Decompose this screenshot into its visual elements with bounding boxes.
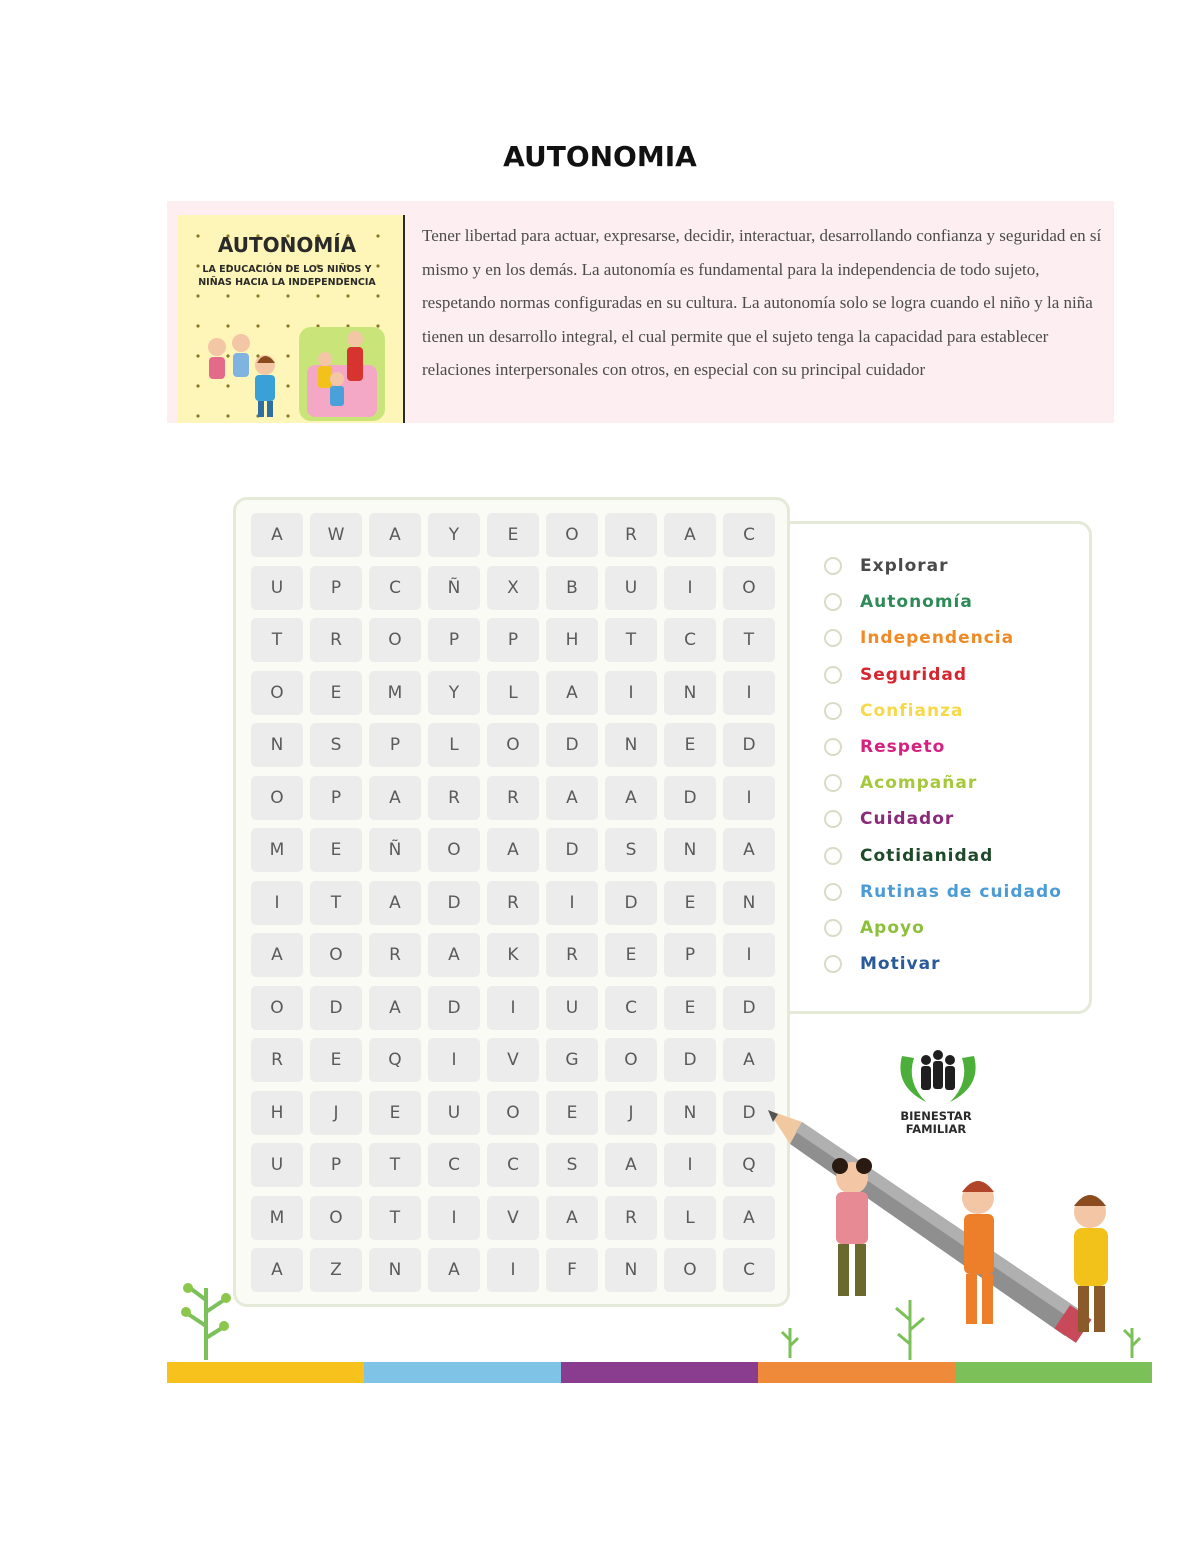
grid-cell[interactable]: A xyxy=(723,1196,775,1240)
grid-cell[interactable]: T xyxy=(605,618,657,662)
grid-cell[interactable]: D xyxy=(723,986,775,1030)
grid-cell[interactable]: N xyxy=(664,828,716,872)
grid-cell[interactable]: D xyxy=(723,1091,775,1135)
grid-cell[interactable]: A xyxy=(723,828,775,872)
grid-cell[interactable]: P xyxy=(369,723,421,767)
stripe-segment xyxy=(758,1362,955,1383)
grid-cell[interactable]: C xyxy=(605,986,657,1030)
grid-cell[interactable]: U xyxy=(428,1091,480,1135)
word-label: Autonomía xyxy=(860,592,973,613)
page-title: AUTONOMIA xyxy=(503,140,697,173)
grid-cell[interactable]: M xyxy=(251,1196,303,1240)
grid-cell[interactable]: O xyxy=(310,933,362,977)
grid-cell[interactable]: O xyxy=(664,1248,716,1292)
grid-cell[interactable]: E xyxy=(664,723,716,767)
grid-cell[interactable]: I xyxy=(487,986,539,1030)
grid-cell[interactable]: A xyxy=(605,776,657,820)
grid-cell[interactable]: O xyxy=(487,1091,539,1135)
stripe-segment xyxy=(955,1362,1152,1383)
word-list-item xyxy=(824,626,1014,650)
grid-cell[interactable]: A xyxy=(546,776,598,820)
grid-cell[interactable]: I xyxy=(723,933,775,977)
grid-cell[interactable]: O xyxy=(605,1038,657,1082)
grid-cell[interactable]: E xyxy=(664,881,716,925)
word-list-item xyxy=(824,663,967,687)
grid-cell[interactable]: E xyxy=(487,513,539,557)
grid-cell[interactable]: L xyxy=(428,723,480,767)
grid-cell[interactable]: U xyxy=(605,566,657,610)
word-list-item xyxy=(824,880,1062,904)
grid-cell[interactable]: C xyxy=(664,618,716,662)
cover-subtitle: LA EDUCACIÓN DE LOS NIÑOS Y NIÑAS HACIA LA INDEPENDENCIA xyxy=(198,264,376,288)
grid-cell[interactable]: C xyxy=(369,566,421,610)
word-list-item xyxy=(824,844,993,868)
grid-cell[interactable]: B xyxy=(546,566,598,610)
grid-cell[interactable]: T xyxy=(251,618,303,662)
grid-cell[interactable]: N xyxy=(664,1091,716,1135)
word-label: Apoyo xyxy=(860,918,925,938)
grid-cell[interactable]: R xyxy=(546,933,598,977)
word-label: Cotidianidad xyxy=(860,845,994,866)
word-label: Explorar xyxy=(860,556,949,576)
grid-cell[interactable]: C xyxy=(487,1143,539,1187)
intro-banner xyxy=(167,201,1114,423)
word-label: Rutinas de cuidado xyxy=(860,881,1062,902)
grid-cell[interactable]: O xyxy=(251,671,303,715)
grid-cell[interactable]: I xyxy=(664,566,716,610)
grid-cell[interactable]: P xyxy=(310,566,362,610)
grid-cell[interactable]: N xyxy=(664,671,716,715)
checkbox-circle-icon[interactable] xyxy=(824,629,842,647)
grid-cell[interactable]: D xyxy=(310,986,362,1030)
grid-cell[interactable]: R xyxy=(605,1196,657,1240)
grid-cell[interactable]: R xyxy=(428,776,480,820)
grid-cell[interactable]: E xyxy=(664,986,716,1030)
checkbox-circle-icon[interactable] xyxy=(824,883,842,901)
grid-cell[interactable]: U xyxy=(546,986,598,1030)
grid-cell[interactable]: R xyxy=(251,1038,303,1082)
grid-cell[interactable]: A xyxy=(664,513,716,557)
grid-cell[interactable]: R xyxy=(605,513,657,557)
grid-cell[interactable]: D xyxy=(546,723,598,767)
grid-cell[interactable]: C xyxy=(723,513,775,557)
grid-cell[interactable]: R xyxy=(310,618,362,662)
checkbox-circle-icon[interactable] xyxy=(824,847,842,865)
word-label: Acompañar xyxy=(860,773,978,794)
grid-cell[interactable]: P xyxy=(428,618,480,662)
grid-cell[interactable]: A xyxy=(251,933,303,977)
word-list-item xyxy=(824,916,925,940)
checkbox-circle-icon[interactable] xyxy=(824,810,842,828)
logo-line-2: FAMILIAR xyxy=(905,1122,967,1136)
grid-cell[interactable]: Ñ xyxy=(369,828,421,872)
word-label: Independencia xyxy=(860,628,1015,649)
grid-cell[interactable]: D xyxy=(723,723,775,767)
stripe-segment xyxy=(561,1362,758,1383)
grid-cell[interactable]: E xyxy=(546,1091,598,1135)
checkbox-circle-icon[interactable] xyxy=(824,557,842,575)
grid-cell[interactable]: I xyxy=(428,1196,480,1240)
grid-cell[interactable]: Z xyxy=(310,1248,362,1292)
grid-cell[interactable]: U xyxy=(251,566,303,610)
grid-cell[interactable]: A xyxy=(487,828,539,872)
word-list-item xyxy=(824,699,963,723)
grid-cell[interactable]: E xyxy=(310,828,362,872)
grid-cell[interactable]: S xyxy=(310,723,362,767)
grid-cell[interactable]: W xyxy=(310,513,362,557)
grid-cell[interactable]: I xyxy=(664,1143,716,1187)
grid-cell[interactable]: I xyxy=(723,671,775,715)
intro-paragraph: Tener libertad para actuar, expresarse, decidir, interactuar, desarrollando confianza y seguridad en sí mismo y en los demás. La autonomía es fundamental para la independencia de todo sujeto, respetando normas configuradas en su cultura. La autonomía solo se logra cuando el niño y la niña tienen un desarrollo integral, el cual permite que el sujeto tenga la capacidad para establecer relaciones interpersonales con otros, en especial con su principal cuidador xyxy=(422,226,1102,380)
grid-cell[interactable]: E xyxy=(310,671,362,715)
grid-cell[interactable]: F xyxy=(546,1248,598,1292)
grid-cell[interactable]: T xyxy=(369,1143,421,1187)
grid-cell[interactable]: C xyxy=(428,1143,480,1187)
word-list-item xyxy=(824,952,941,976)
grid-cell[interactable]: T xyxy=(310,881,362,925)
word-list-item xyxy=(824,771,977,795)
grid-cell[interactable]: A xyxy=(369,986,421,1030)
grid-cell[interactable]: V xyxy=(487,1038,539,1082)
grid-cell[interactable]: Q xyxy=(723,1143,775,1187)
checkbox-circle-icon[interactable] xyxy=(824,955,842,973)
stripe-segment xyxy=(167,1362,364,1383)
grid-cell[interactable]: E xyxy=(369,1091,421,1135)
grid-cell[interactable]: Ñ xyxy=(428,566,480,610)
logo-line-1: BIENESTAR xyxy=(900,1109,972,1123)
grid-cell[interactable]: D xyxy=(664,1038,716,1082)
grid-cell[interactable]: I xyxy=(605,671,657,715)
grid-cell[interactable]: U xyxy=(251,1143,303,1187)
grid-cell[interactable]: N xyxy=(605,723,657,767)
checkbox-circle-icon[interactable] xyxy=(824,593,842,611)
grid-cell[interactable]: A xyxy=(369,881,421,925)
grid-cell[interactable]: R xyxy=(487,776,539,820)
children-illustration xyxy=(195,313,385,421)
grid-cell[interactable]: D xyxy=(428,881,480,925)
grid-cell[interactable]: P xyxy=(487,618,539,662)
grid-cell[interactable]: S xyxy=(546,1143,598,1187)
grid-cell[interactable]: S xyxy=(605,828,657,872)
grid-cell[interactable]: E xyxy=(605,933,657,977)
grid-cell[interactable]: A xyxy=(546,671,598,715)
checkbox-circle-icon[interactable] xyxy=(824,774,842,792)
grid-cell[interactable]: O xyxy=(251,776,303,820)
word-label: Respeto xyxy=(860,737,946,757)
grid-cell[interactable]: P xyxy=(310,1143,362,1187)
grid-cell[interactable]: J xyxy=(605,1091,657,1135)
grid-cell[interactable]: O xyxy=(369,618,421,662)
kids-with-pencil-illustration xyxy=(760,1100,1160,1370)
grid-cell[interactable]: O xyxy=(251,986,303,1030)
grid-cell[interactable]: P xyxy=(664,933,716,977)
grid-cell[interactable]: I xyxy=(487,1248,539,1292)
grid-cell[interactable]: N xyxy=(251,723,303,767)
grid-cell[interactable]: A xyxy=(251,513,303,557)
grid-cell[interactable]: Y xyxy=(428,671,480,715)
checkbox-circle-icon[interactable] xyxy=(824,738,842,756)
grid-cell[interactable]: N xyxy=(369,1248,421,1292)
stripe-segment xyxy=(364,1362,561,1383)
checkbox-circle-icon[interactable] xyxy=(824,919,842,937)
grid-cell[interactable]: N xyxy=(723,881,775,925)
word-label: Motivar xyxy=(860,954,941,975)
grid-cell[interactable]: A xyxy=(428,933,480,977)
word-list-item xyxy=(824,735,945,759)
grid-cell[interactable]: R xyxy=(369,933,421,977)
grid-cell[interactable]: I xyxy=(546,881,598,925)
word-list-item xyxy=(824,807,954,831)
grid-cell[interactable]: M xyxy=(251,828,303,872)
grid-cell[interactable]: D xyxy=(664,776,716,820)
word-label: Confianza xyxy=(860,700,964,721)
grid-cell[interactable]: H xyxy=(546,618,598,662)
grid-cell[interactable]: A xyxy=(369,513,421,557)
checkbox-circle-icon[interactable] xyxy=(824,702,842,720)
grid-cell[interactable]: E xyxy=(310,1038,362,1082)
plant-illustration xyxy=(172,1280,242,1360)
checkbox-circle-icon[interactable] xyxy=(824,666,842,684)
grid-cell[interactable]: X xyxy=(487,566,539,610)
word-list-item xyxy=(824,554,949,578)
grid-cell[interactable]: O xyxy=(546,513,598,557)
grid-cell[interactable]: G xyxy=(546,1038,598,1082)
grid-cell[interactable]: D xyxy=(428,986,480,1030)
grid-cell[interactable]: J xyxy=(310,1091,362,1135)
grid-cell[interactable]: O xyxy=(310,1196,362,1240)
grid-cell[interactable]: A xyxy=(723,1038,775,1082)
grid-cell[interactable]: A xyxy=(369,776,421,820)
cover-image xyxy=(177,215,405,423)
cover-title: AUTONOMÍA xyxy=(217,233,357,257)
grid-cell[interactable]: O xyxy=(723,566,775,610)
grid-cell[interactable]: M xyxy=(369,671,421,715)
grid-cell[interactable]: R xyxy=(487,881,539,925)
grid-cell[interactable]: A xyxy=(251,1248,303,1292)
word-label: Seguridad xyxy=(860,664,968,685)
grid-cell[interactable]: I xyxy=(251,881,303,925)
grid-cell[interactable]: O xyxy=(487,723,539,767)
grid-cell[interactable]: T xyxy=(723,618,775,662)
grid-cell[interactable]: K xyxy=(487,933,539,977)
grid-cell[interactable]: T xyxy=(369,1196,421,1240)
grid-cell[interactable]: Y xyxy=(428,513,480,557)
grid-cell[interactable]: C xyxy=(723,1248,775,1292)
grid-cell[interactable]: O xyxy=(428,828,480,872)
grid-cell[interactable]: D xyxy=(605,881,657,925)
word-list-item xyxy=(824,590,973,614)
grid-cell[interactable]: N xyxy=(605,1248,657,1292)
grid-cell[interactable]: A xyxy=(605,1143,657,1187)
grid-cell[interactable]: L xyxy=(487,671,539,715)
grid-cell[interactable]: I xyxy=(428,1038,480,1082)
grid-cell[interactable]: A xyxy=(546,1196,598,1240)
grid-cell[interactable]: H xyxy=(251,1091,303,1135)
grid-cell[interactable]: A xyxy=(428,1248,480,1292)
grid-cell[interactable]: P xyxy=(310,776,362,820)
grid-cell[interactable]: Q xyxy=(369,1038,421,1082)
grid-cell[interactable]: D xyxy=(546,828,598,872)
grid-cell[interactable]: V xyxy=(487,1196,539,1240)
word-label: Cuidador xyxy=(860,809,955,830)
grid-cell[interactable]: L xyxy=(664,1196,716,1240)
grid-cell[interactable]: I xyxy=(723,776,775,820)
